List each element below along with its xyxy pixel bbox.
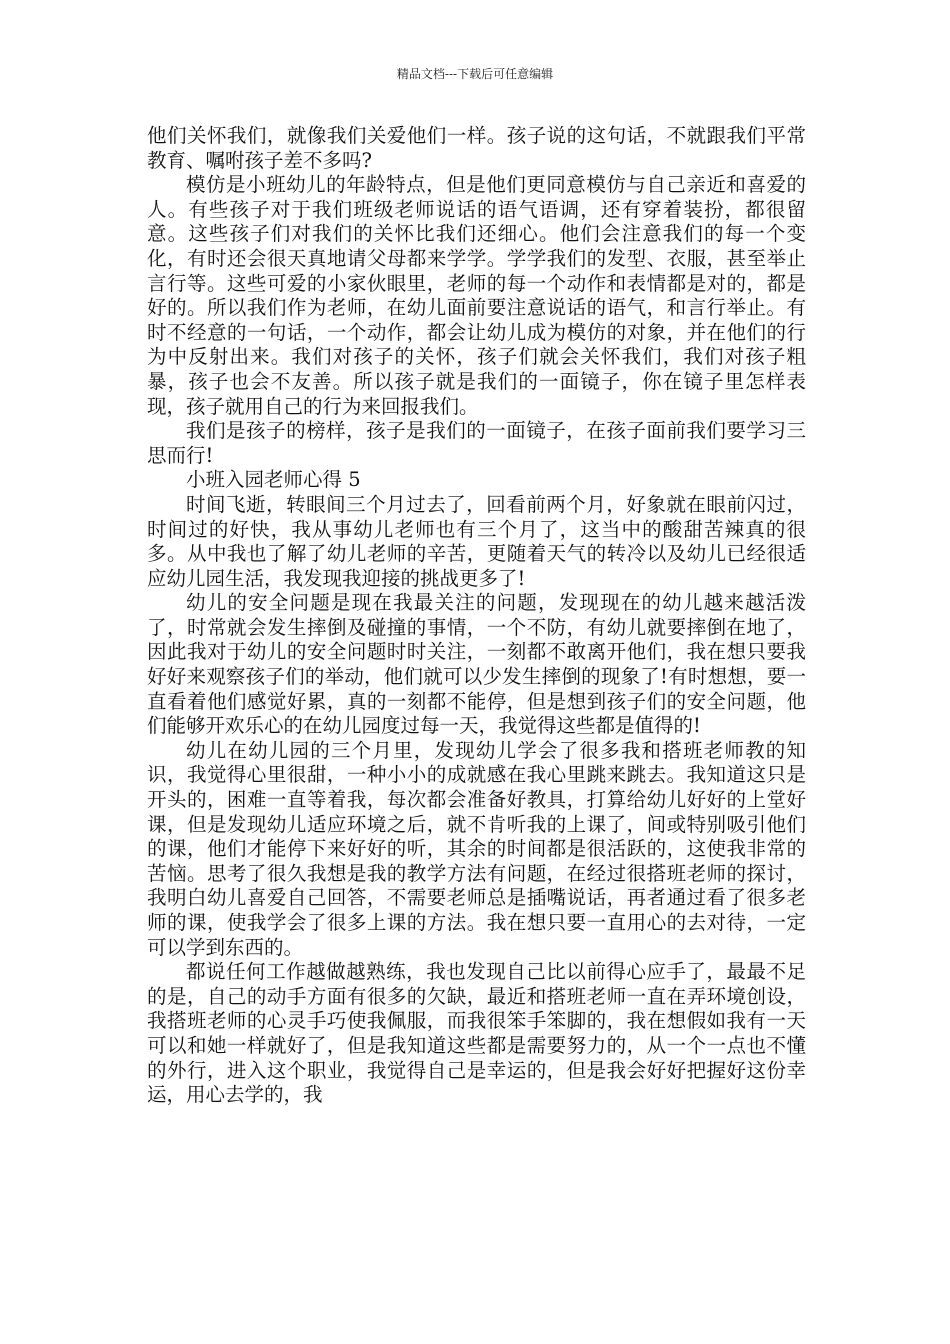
paragraph: 模仿是小班幼儿的年龄特点，但是他们更同意模仿与自己亲近和喜爱的人。有些孩子对于我们班级老师说话的语气语调，还有穿着装扮，都很留意。这些孩子们对我们的关怀比我们还细心。他们会注意我们的每一个变化，有时还会很天真地请父母都来学学。学学我们的发型、衣服，甚至举止言行等。这些可爱的小家伙眼里，老师的每一个动作和表情都是对的，都是好的。所以我们作为老师，在幼儿面前要注意说话的语气，和言行举止。有时不经意的一句话，一个动作，都会让幼儿成为模仿的对象，并在他们的行为中反射出来。我们对孩子的关怀，孩子们就会关怀我们，我们对孩子粗暴，孩子也会不友善。所以孩子就是我们的一面镜子，你在镜子里怎样表现，孩子就用自己的行为来回报我们。 bbox=[147, 173, 806, 418]
paragraph: 幼儿在幼儿园的三个月里，发现幼儿学会了很多我和搭班老师教的知识，我觉得心里很甜，一种小小的成就感在我心里跳来跳去。我知道这只是开头的，困难一直等着我，每次都会准备好教具，打算给幼儿好好的上堂好课，但是发现幼儿适应环境之后，就不肯听我的上课了，间或特别吸引他们的课，他们才能停下来好好的听，其余的时间都是很活跃的，这使我非常的苦恼。思考了很久我想是我的教学方法有问题，在经过很搭班老师的探讨，我明白幼儿喜爱自己回答，不需要老师总是插嘴说话，再者通过看了很多老师的课，使我学会了很多上课的方法。我在想只要一直用心的去对待，一定可以学到东西的。 bbox=[147, 738, 806, 959]
page-header: 精品文档---下载后可任意编辑 bbox=[396, 67, 554, 81]
section-title: 小班入园老师心得 5 bbox=[186, 468, 361, 492]
paragraph: 时间飞逝，转眼间三个月过去了，回看前两个月，好象就在眼前闪过，时间过的好快，我从事幼儿老师也有三个月了，这当中的酸甜苦辣真的很多。从中我也了解了幼儿老师的辛苦，更随着天气的转冷以及幼儿已经很适应幼儿园生活，我发现我迎接的挑战更多了! bbox=[147, 492, 806, 590]
paragraph: 他们关怀我们，就像我们关爱他们一样。孩子说的这句话，不就跟我们平常教育、嘱咐孩子差不多吗? bbox=[147, 124, 806, 172]
paragraph: 我们是孩子的榜样，孩子是我们的一面镜子，在孩子面前我们要学习三思而行! bbox=[147, 419, 806, 467]
paragraph: 都说任何工作越做越熟练，我也发现自己比以前得心应手了，最最不足的是，自己的动手方面有很多的欠缺，最近和搭班老师一直在弄环境创设，我搭班老师的心灵手巧使我佩服，而我很笨手笨脚的，我在想假如我有一天可以和她一样就好了，但是我知道这些都是需要努力的，从一个一点也不懂的外行，进入这个职业，我觉得自己是幸运的，但是我会好好把握好这份幸运，用心去学的，我 bbox=[147, 960, 806, 1107]
paragraph: 幼儿的安全问题是现在我最关注的问题，发现现在的幼儿越来越活泼了，时常就会发生摔倒及碰撞的事情，一个不防，有幼儿就要摔倒在地了，因此我对于幼儿的安全问题时时关注，一刻都不敢离开他们，我在想只要我好好来观察孩子们的举动，他们就可以少发生摔倒的现象了!有时想想，要一直看着他们感觉好累，真的一刻都不能停，但是想到孩子们的安全问题，他们能够开欢乐心的在幼儿园度过每一天，我觉得这些都是值得的! bbox=[147, 591, 806, 738]
document-body bbox=[147, 124, 806, 1108]
